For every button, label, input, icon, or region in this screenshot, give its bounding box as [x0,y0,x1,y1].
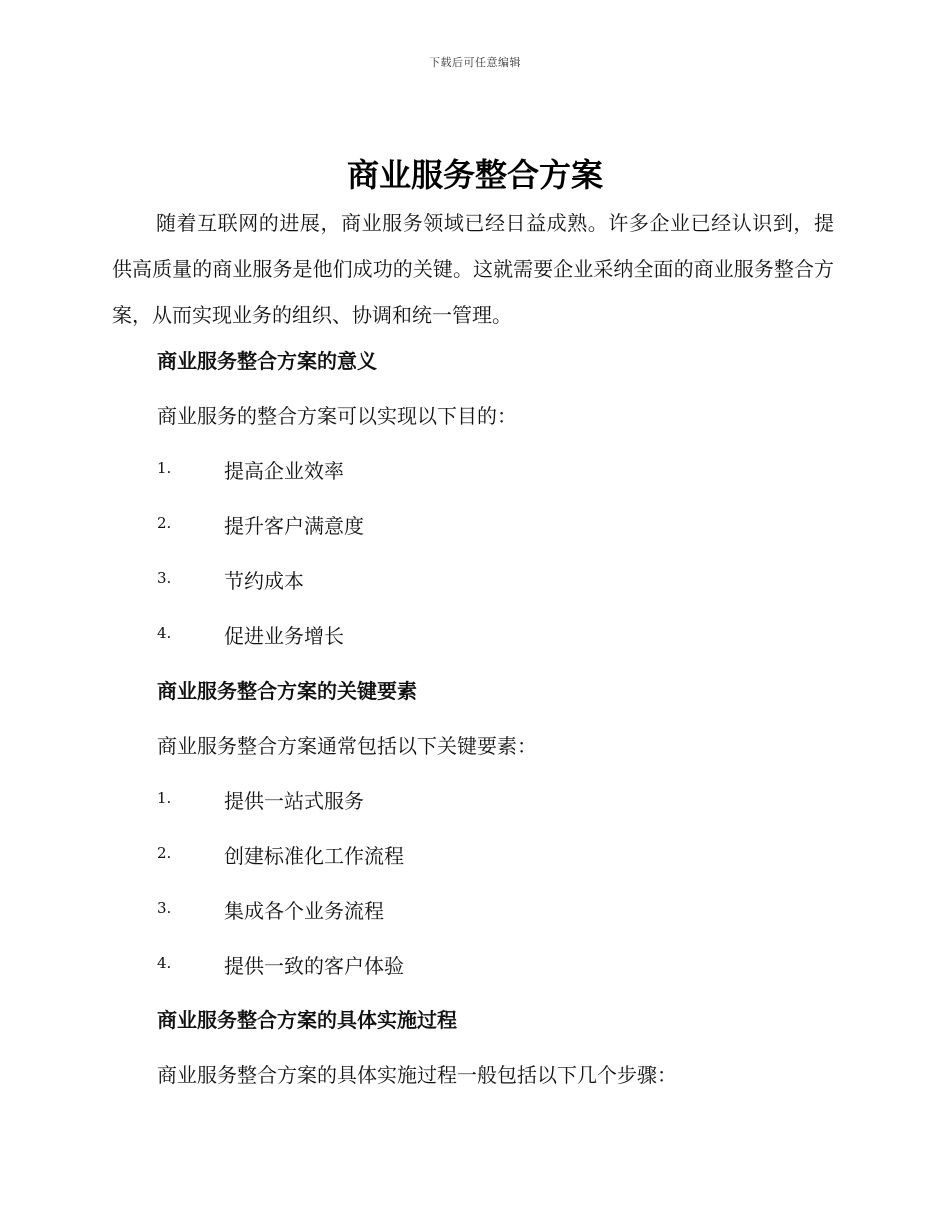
list-number: 2. [157,514,172,532]
section-lead: 商业服务的整合方案可以实现以下目的： [157,404,517,428]
list-text: 提高企业效率 [224,459,344,483]
list-text: 提供一致的客户体验 [224,954,404,978]
list-item [0,785,950,815]
list-number: 2. [157,844,172,862]
page-header-note: 下载后可任意编辑 [429,56,521,69]
list-text: 提升客户满意度 [224,514,364,538]
list-text: 提供一站式服务 [224,789,364,813]
list-item [0,840,950,870]
list-item [0,950,950,980]
list-number: 4. [157,954,172,972]
list-text: 促进业务增长 [224,624,344,648]
section-heading: 商业服务整合方案的意义 [157,349,377,373]
list-item [0,620,950,650]
document-title: 商业服务整合方案 [346,156,603,194]
list-number: 1. [157,459,172,477]
list-item [0,455,950,485]
list-item [0,510,950,540]
section-heading: 商业服务整合方案的关键要素 [157,679,417,703]
list-text: 节约成本 [224,569,304,593]
list-item [0,895,950,925]
list-item [0,565,950,595]
list-number: 1. [157,789,172,807]
list-text: 集成各个业务流程 [224,899,384,923]
list-number: 3. [157,899,172,917]
intro-paragraph: 随着互联网的进展，商业服务领域已经日益成熟。许多企业已经认识到，提供高质量的商业服务是他们成功的关键。这就需要企业采纳全面的商业服务整合方案，从而实现业务的组织、协调和统一管理。 [112,211,834,327]
section-heading: 商业服务整合方案的具体实施过程 [157,1008,457,1032]
list-text: 创建标准化工作流程 [224,844,404,868]
section-lead: 商业服务整合方案的具体实施过程一般包括以下几个步骤： [157,1063,677,1087]
section-lead: 商业服务整合方案通常包括以下关键要素： [157,734,537,758]
list-number: 3. [157,569,172,587]
list-number: 4. [157,624,172,642]
